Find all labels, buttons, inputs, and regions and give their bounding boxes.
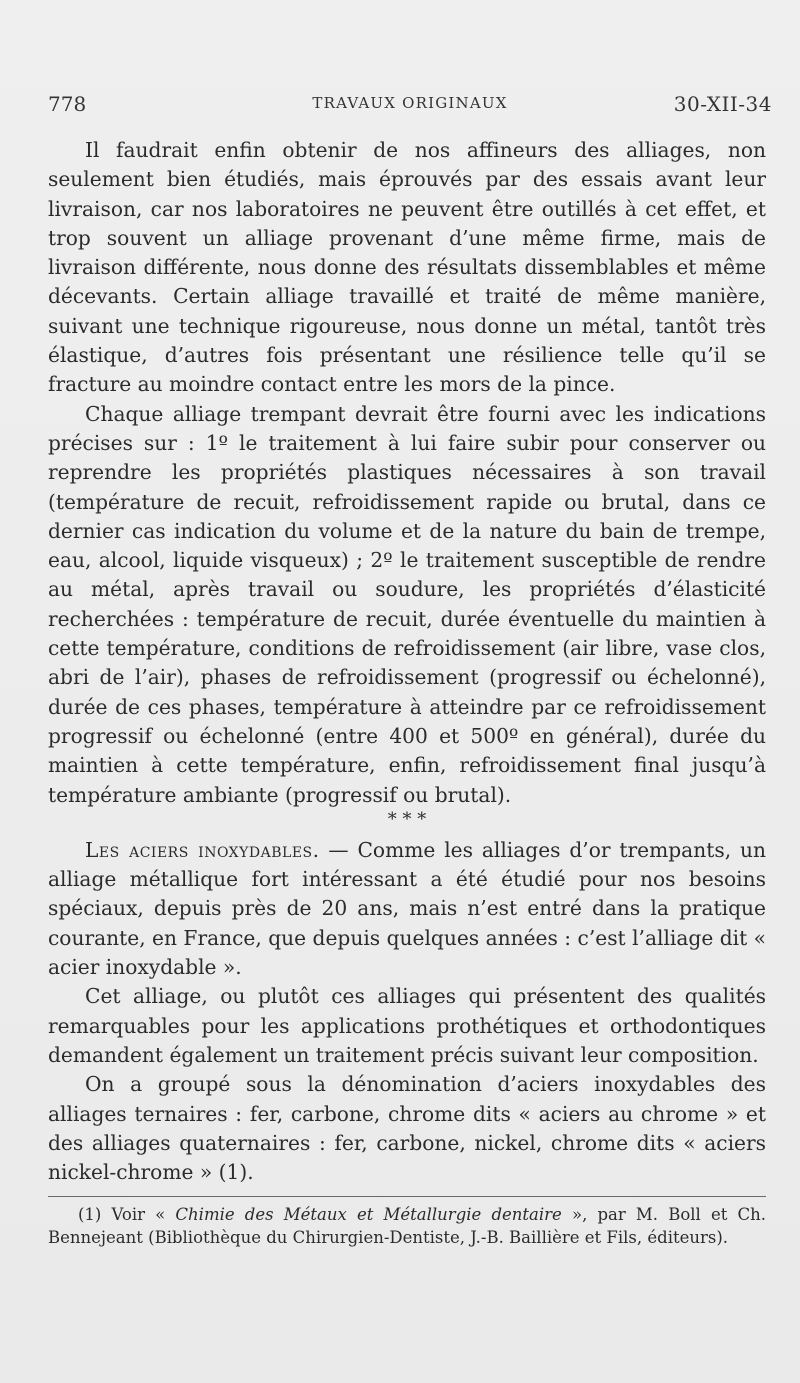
paragraph: Chaque alliage trempant devrait être fourni avec les indications précises sur : 1º le traitement à lui faire subir pour conserver ou reprendre les propriétés plastiques nécessaires à son travail (température de recuit, refroidissement rapide ou brutal, dans ce dernier cas indication du volume et de la nature du bain de trempe, eau, alcool, liquide visqueux) ; 2º le traitement susceptible de rendre au métal, après travail ou soudure, les propriétés d’élasticité recherchées : température de recuit, durée éventuelle du maintien à cette température, conditions de refroidissement (air libre, vase clos, abri de l’air), phases de refroidissement (progressif ou échelonné), durée de ces phases, température à atteindre par ce refroidissement progressif ou échelonné (entre 400 et 500º en général), durée du maintien à cette température, enfin, refroidissement final jusqu’à température ambiante (progressif ou brutal). (48, 401, 766, 807)
paragraph: Il faudrait enfin obtenir de nos affineurs des alliages, non seulement bien étudiés, mais éprouvés par des essais avant leur livraison, car nos laboratoires ne peuvent être outillés à cet effet, et trop souvent un alliage provenant d’une même firme, mais de livraison différente, nous donne des résultats dissemblables et même décevants. Certain alliage travaillé et traité de même manière, suivant une technique rigoureuse, nous donne un métal, tantôt très élastique, d’autres fois présentant une résilience telle qu’il se fracture au moindre contact entre les mors de la pince. (48, 138, 766, 397)
paragraph: On a groupé sous la dénomination d’aciers inoxydables des alliages ternaires : fer, carbone, chrome dits « aciers au chrome » et des alliages quaternaires : fer, carbone, nickel, chrome dits « aciers nickel-chrome » (1). (48, 1072, 766, 1185)
footnote-text: », par M. Boll et Ch. Bennejeant (Bibliothèque du Chirurgien-Dentiste, J.-B. Baillière et Fils, éditeurs). (48, 1205, 766, 1247)
page-number: 778 (48, 92, 87, 116)
asterism: * * * (387, 808, 427, 830)
issue-date: 30-XII-34 (673, 92, 772, 116)
footnote (48, 1204, 766, 1249)
paragraph: Cet alliage, ou plutôt ces alliages qui présentent des qualités remarquables pour les applications prothétiques et orthodontiques demandent également un traitement précis suivant leur composition. (48, 984, 766, 1067)
running-title: TRAVAUX ORIGINAUX (312, 94, 508, 112)
section-separator (48, 808, 766, 830)
section-paragraph (48, 836, 766, 982)
running-header (48, 92, 772, 124)
article-body (48, 136, 766, 1187)
section-heading: Les aciers inoxydables. (85, 837, 320, 862)
footnote-rule (48, 1196, 766, 1197)
section-text: — Comme les alliages d’or trempants, un alliage métallique fort intéressant a été étudié pour nos besoins spéciaux, depuis près de 20 ans, mais n’est entré dans la pratique courante, en France, que depuis quelques années : c’est l’alliage dit « acier inoxydable ». (48, 837, 766, 980)
footnote-title: Chimie des Métaux et Métallurgie dentaire (165, 1205, 572, 1224)
footnote-marker: (1) Voir « (78, 1205, 166, 1224)
